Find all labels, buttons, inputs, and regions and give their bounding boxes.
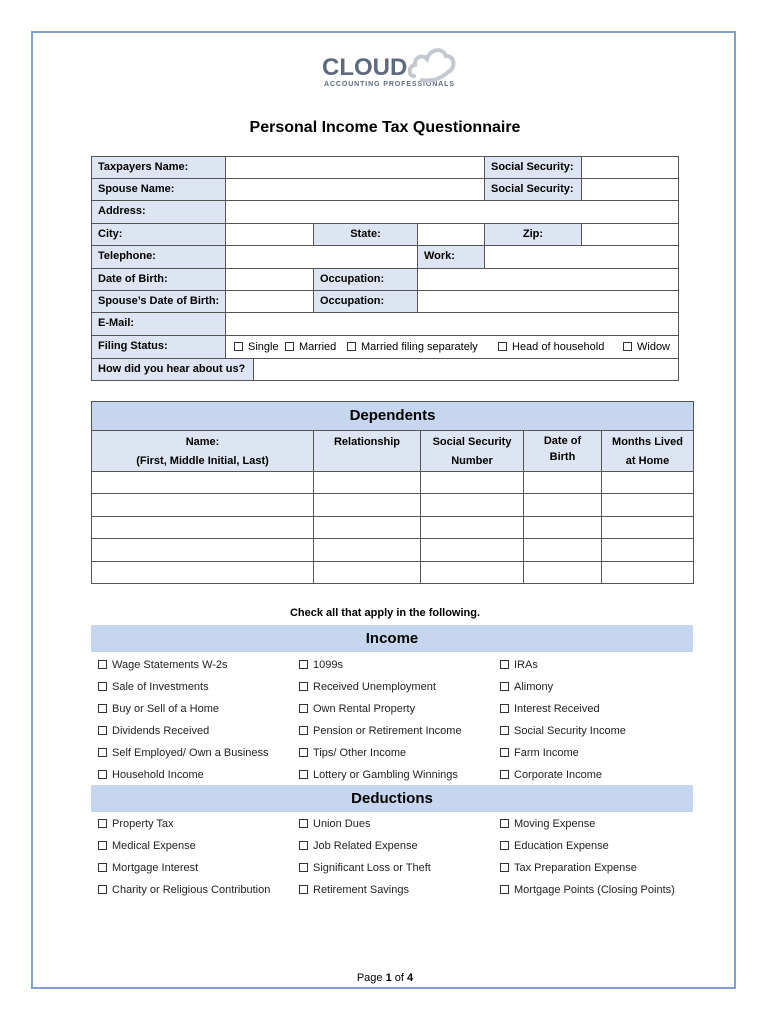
telephone-label: Telephone: — [91, 245, 226, 269]
checkbox-icon — [98, 704, 107, 713]
spouse-occupation-field[interactable] — [417, 290, 679, 313]
checkbox-icon — [299, 748, 308, 757]
deduction-checkbox-item[interactable] — [98, 883, 270, 897]
dep-header-relationship: Relationship — [313, 430, 421, 472]
income-checkbox-item[interactable] — [500, 768, 602, 782]
dep-cell-name[interactable] — [91, 538, 314, 561]
income-checkbox-item[interactable] — [98, 746, 269, 760]
dep-cell-ssn[interactable] — [420, 538, 524, 561]
logo-wordmark: CLOUD — [322, 54, 408, 81]
income-item-label: Corporate Income — [514, 769, 603, 781]
deduction-checkbox-item[interactable] — [500, 883, 675, 897]
dep-cell-dob[interactable] — [523, 561, 602, 584]
checkbox-icon — [299, 863, 308, 872]
checkbox-icon — [98, 863, 107, 872]
income-item-label: Self Employed/ Own a Business — [112, 747, 269, 759]
income-checkbox-item[interactable] — [500, 702, 600, 716]
address-label: Address: — [91, 200, 226, 224]
logo-tagline: ACCOUNTING PROFESSIONALS — [324, 81, 455, 88]
dep-cell-relationship[interactable] — [313, 538, 421, 561]
city-field[interactable] — [225, 223, 314, 246]
deduction-item-label: Retirement Savings — [313, 884, 409, 896]
deduction-checkbox-item[interactable] — [500, 861, 637, 875]
income-checkbox-item[interactable] — [98, 768, 204, 782]
deduction-checkbox-item[interactable] — [299, 883, 409, 897]
checkbox-icon — [299, 841, 308, 850]
checkbox-icon — [623, 342, 632, 351]
work-field[interactable] — [484, 245, 679, 269]
income-item-label: Pension or Retirement Income — [313, 725, 462, 737]
income-checkbox-item[interactable] — [299, 680, 436, 694]
income-item-label: Lottery or Gambling Winnings — [313, 769, 458, 781]
state-field[interactable] — [417, 223, 485, 246]
dob-field[interactable] — [225, 268, 314, 291]
dep-cell-dob[interactable] — [523, 516, 602, 539]
deduction-checkbox-item[interactable] — [299, 817, 370, 831]
income-item-label: Farm Income — [514, 747, 579, 759]
checkbox-icon — [500, 748, 509, 757]
occupation-label: Occupation: — [313, 268, 418, 291]
filing-option-married[interactable]: Married — [285, 337, 336, 357]
checkbox-icon — [299, 682, 308, 691]
document-title: Personal Income Tax Questionnaire — [249, 119, 521, 136]
spouse-social-security-field[interactable] — [581, 178, 679, 201]
dep-cell-name[interactable] — [91, 516, 314, 539]
dep-header-ssn: Social Security Number — [420, 430, 524, 472]
income-checkbox-item[interactable] — [98, 658, 228, 672]
checkbox-icon — [299, 660, 308, 669]
deduction-checkbox-item[interactable] — [299, 839, 418, 853]
deduction-item-label: Charity or Religious Contribution — [112, 884, 271, 896]
filing-status-options — [225, 335, 679, 359]
checkbox-icon — [299, 885, 308, 894]
deductions-header: Deductions — [91, 785, 693, 812]
checkbox-icon — [98, 682, 107, 691]
checkbox-icon — [98, 885, 107, 894]
income-checkbox-item[interactable] — [299, 724, 462, 738]
state-label: State: — [313, 223, 418, 246]
deduction-checkbox-item[interactable] — [98, 817, 174, 831]
income-checkbox-item[interactable] — [500, 680, 553, 694]
checkbox-icon — [98, 726, 107, 735]
spouse-name-label: Spouse Name: — [91, 178, 226, 201]
page-number: Page 1 of 4 — [356, 972, 414, 984]
checkbox-icon — [347, 342, 356, 351]
telephone-field[interactable] — [225, 245, 418, 269]
deduction-item-label: Job Related Expense — [313, 840, 418, 852]
checkbox-icon — [299, 726, 308, 735]
dep-header-months: Months Lived at Home — [601, 430, 694, 472]
deduction-item-label: Union Dues — [313, 818, 371, 830]
income-item-label: Wage Statements W-2s — [112, 659, 228, 671]
dep-cell-name[interactable] — [91, 561, 314, 584]
checkbox-icon — [234, 342, 243, 351]
checkbox-icon — [98, 841, 107, 850]
occupation-field[interactable] — [417, 268, 679, 291]
dep-cell-ssn[interactable] — [420, 516, 524, 539]
dep-header-name: Name: (First, Middle Initial, Last) — [91, 430, 314, 472]
checkbox-icon — [299, 770, 308, 779]
dep-cell-dob[interactable] — [523, 471, 602, 494]
social-security-field[interactable] — [581, 156, 679, 179]
deduction-checkbox-item[interactable] — [299, 861, 431, 875]
deduction-checkbox-item[interactable] — [500, 817, 595, 831]
dep-cell-name[interactable] — [91, 471, 314, 494]
dep-cell-months[interactable] — [601, 516, 694, 539]
income-checkbox-item[interactable] — [500, 724, 626, 738]
spouse-name-field[interactable] — [225, 178, 485, 201]
checkbox-icon — [500, 819, 509, 828]
income-item-label: Tips/ Other Income — [313, 747, 407, 759]
filing-option-married-separately[interactable]: Married filing separately — [347, 337, 478, 357]
deduction-item-label: Tax Preparation Expense — [514, 862, 637, 874]
dep-cell-relationship[interactable] — [313, 561, 421, 584]
dep-cell-months[interactable] — [601, 561, 694, 584]
checkbox-icon — [98, 748, 107, 757]
income-checkbox-item[interactable] — [299, 702, 415, 716]
checkbox-icon — [500, 660, 509, 669]
deduction-checkbox-item[interactable] — [98, 861, 198, 875]
dep-cell-relationship[interactable] — [313, 516, 421, 539]
cloud-icon — [408, 42, 456, 84]
dep-cell-ssn[interactable] — [420, 493, 524, 516]
filing-option-widow[interactable]: Widow — [623, 337, 670, 357]
checkbox-icon — [500, 704, 509, 713]
spouse-dob-label: Spouse’s Date of Birth: — [91, 290, 226, 313]
filing-option-head-of-household[interactable]: Head of household — [498, 337, 604, 357]
dep-cell-ssn[interactable] — [420, 561, 524, 584]
deduction-item-label: Significant Loss or Theft — [313, 862, 431, 874]
heard-about-label: How did you hear about us? — [91, 358, 254, 381]
deduction-item-label: Property Tax — [112, 818, 174, 830]
income-checkbox-item[interactable] — [98, 724, 209, 738]
address-field[interactable] — [225, 200, 679, 224]
checkbox-icon — [98, 660, 107, 669]
dep-cell-months[interactable] — [601, 493, 694, 516]
taxpayers-name-field[interactable] — [225, 156, 485, 179]
income-item-label: Household Income — [112, 769, 204, 781]
checkbox-icon — [285, 342, 294, 351]
heard-about-field[interactable] — [253, 358, 679, 381]
email-field[interactable] — [225, 312, 679, 336]
income-checkbox-item[interactable] — [500, 746, 579, 760]
spouse-dob-field[interactable] — [225, 290, 314, 313]
income-item-label: Own Rental Property — [313, 703, 416, 715]
dep-cell-ssn[interactable] — [420, 471, 524, 494]
income-header: Income — [91, 625, 693, 652]
checkbox-icon — [98, 819, 107, 828]
dep-cell-relationship[interactable] — [313, 471, 421, 494]
spouse-occupation-label: Occupation: — [313, 290, 418, 313]
checkbox-icon — [500, 841, 509, 850]
checkbox-icon — [500, 885, 509, 894]
zip-label: Zip: — [484, 223, 582, 246]
deduction-item-label: Medical Expense — [112, 840, 196, 852]
company-logo — [322, 42, 460, 92]
deduction-checkbox-item[interactable] — [98, 839, 196, 853]
income-item-label: Interest Received — [514, 703, 600, 715]
dep-cell-name[interactable] — [91, 493, 314, 516]
income-checkbox-item[interactable] — [500, 658, 538, 672]
income-checkbox-item[interactable] — [299, 746, 406, 760]
deduction-checkbox-item[interactable] — [500, 839, 609, 853]
filing-status-label: Filing Status: — [91, 335, 226, 359]
deduction-item-label: Mortgage Interest — [112, 862, 199, 874]
income-item-label: Received Unemployment — [313, 681, 436, 693]
deduction-item-label: Mortgage Points (Closing Points) — [514, 884, 675, 896]
deduction-item-label: Education Expense — [514, 840, 609, 852]
checkbox-icon — [498, 342, 507, 351]
checkbox-icon — [500, 726, 509, 735]
filing-option-single[interactable]: Single — [234, 337, 279, 357]
city-label: City: — [91, 223, 226, 246]
income-item-label: IRAs — [514, 659, 538, 671]
dob-label: Date of Birth: — [91, 268, 226, 291]
dep-cell-dob[interactable] — [523, 538, 602, 561]
checkbox-icon — [500, 682, 509, 691]
income-item-label: 1099s — [313, 659, 343, 671]
income-checkbox-item[interactable] — [299, 658, 343, 672]
income-checkbox-item[interactable] — [98, 680, 209, 694]
taxpayers-name-label: Taxpayers Name: — [91, 156, 226, 179]
dep-cell-months[interactable] — [601, 538, 694, 561]
dependents-title: Dependents — [91, 401, 694, 431]
work-label: Work: — [417, 245, 485, 269]
dep-cell-relationship[interactable] — [313, 493, 421, 516]
income-checkbox-item[interactable] — [98, 702, 219, 716]
checkbox-icon — [500, 863, 509, 872]
checkbox-icon — [299, 704, 308, 713]
dep-cell-months[interactable] — [601, 471, 694, 494]
dep-header-dob: Date of Birth — [523, 430, 602, 472]
income-item-label: Dividends Received — [112, 725, 210, 737]
email-label: E-Mail: — [91, 312, 226, 336]
checkbox-icon — [98, 770, 107, 779]
social-security-label: Social Security: — [484, 156, 582, 179]
income-item-label: Alimony — [514, 681, 554, 693]
income-item-label: Buy or Sell of a Home — [112, 703, 219, 715]
spouse-social-security-label: Social Security: — [484, 178, 582, 201]
zip-field[interactable] — [581, 223, 679, 246]
income-item-label: Social Security Income — [514, 725, 626, 737]
income-checkbox-item[interactable] — [299, 768, 458, 782]
check-all-note: Check all that apply in the following. — [289, 607, 481, 619]
checkbox-icon — [299, 819, 308, 828]
checkbox-icon — [500, 770, 509, 779]
deduction-item-label: Moving Expense — [514, 818, 596, 830]
income-item-label: Sale of Investments — [112, 681, 209, 693]
dep-cell-dob[interactable] — [523, 493, 602, 516]
